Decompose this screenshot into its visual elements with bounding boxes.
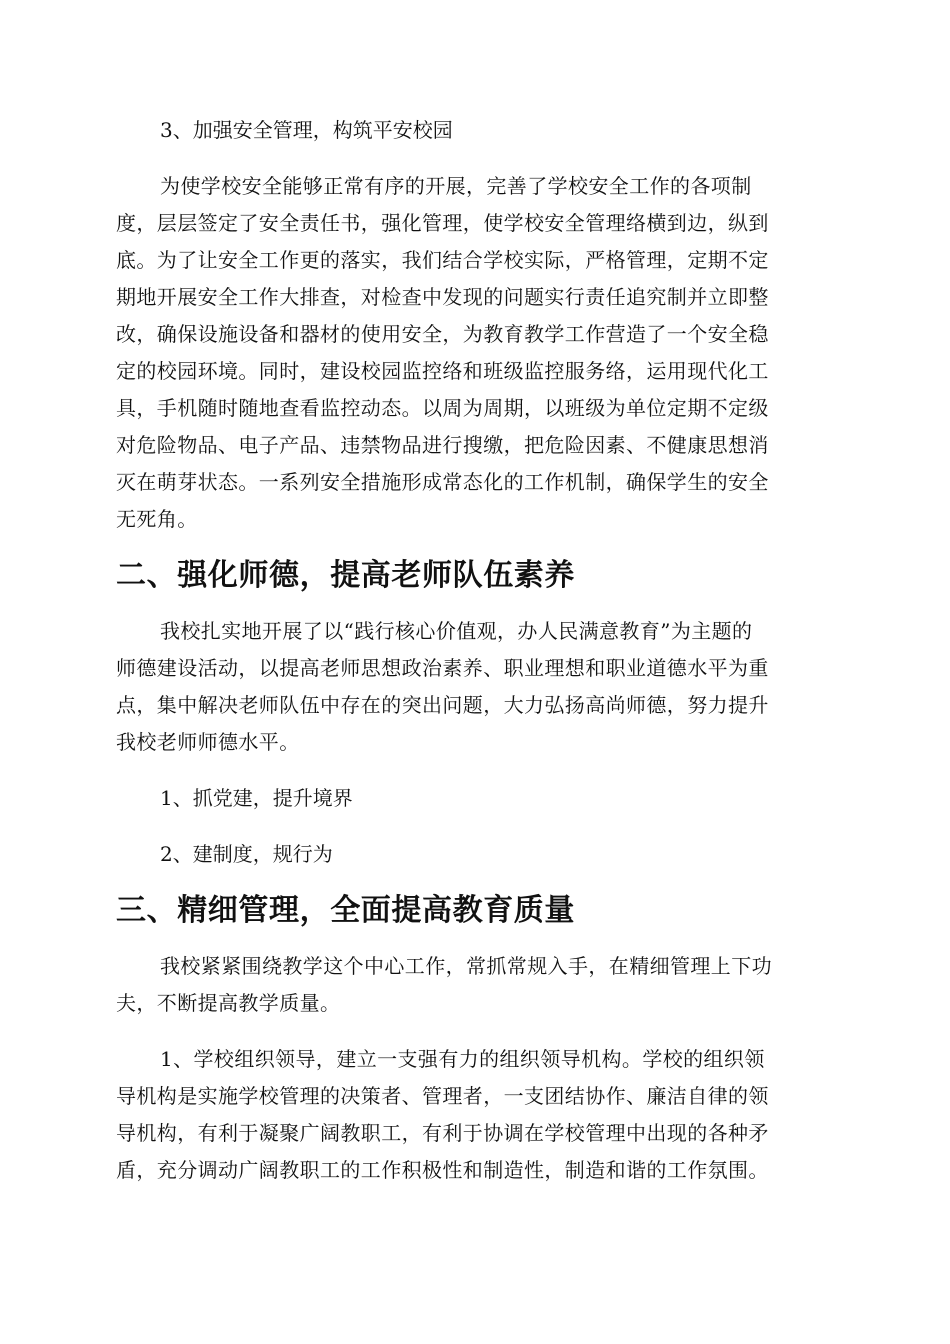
- heading-2: 二、强化师德，提高老师队伍素养: [116, 558, 575, 593]
- section-3-item: 3、加强安全管理，构筑平安校园: [160, 118, 453, 142]
- heading-2-item-1: 1、抓党建，提升境界: [160, 786, 353, 810]
- section-3-paragraph: 为使学校安全能够正常有序的开展，完善了学校安全工作的各项制 度，层层签定了安全责任书，强化管理，使学校安全管理络横到边，纵到 底。为了让安全工作更的落实，我们结合学校实际，严格管理，定期不定 期地开展安全工作大排查，对检查中发现的问题实行责任追究制并立即整 改，确保设施设备和器材的使用安全，为教育教学工作营造了一个安全稳 定的校园环境。同时，建设校园监控络和班级监控服务络，运用现代化工 具，手机随时随地查看监控动态。以周为周期，以班级为单位定期不定级 对危险物品、电子产品、违禁物品进行搜缴，把危险因素、不健康思想消 灭在萌芽状态。一系列安全措施形成常态化的工作机制，确保学生的安全 无死角。: [116, 174, 769, 531]
- heading-3-item-1-paragraph: 1、学校组织领导，建立一支强有力的组织领导机构。学校的组织领 导机构是实施学校管理的决策者、管理者，一支团结协作、廉洁自律的领 导机构，有利于凝聚广阔教职工，有利于协调在学校管理中出现的各种矛 盾，充分调动广阔教职工的工作积极性和制造性，制造和谐的工作氛围。: [116, 1047, 769, 1182]
- document-body: [116, 112, 836, 1208]
- heading-3-paragraph: 我校紧紧围绕教学这个中心工作，常抓常规入手，在精细管理上下功 夫，不断提高教学质量。: [116, 954, 772, 1015]
- heading-3: 三、精细管理，全面提高教育质量: [116, 893, 575, 928]
- heading-2-paragraph: 我校扎实地开展了以“践行核心价值观，办人民满意教育”为主题的 师德建设活动，以提高老师思想政治素养、职业理想和职业道德水平为重 点，集中解决老师队伍中存在的突出问题，大力弘扬高尚师德，努力提升 我校老师师德水平。: [116, 619, 769, 754]
- heading-2-item-2: 2、建制度，规行为: [160, 842, 333, 866]
